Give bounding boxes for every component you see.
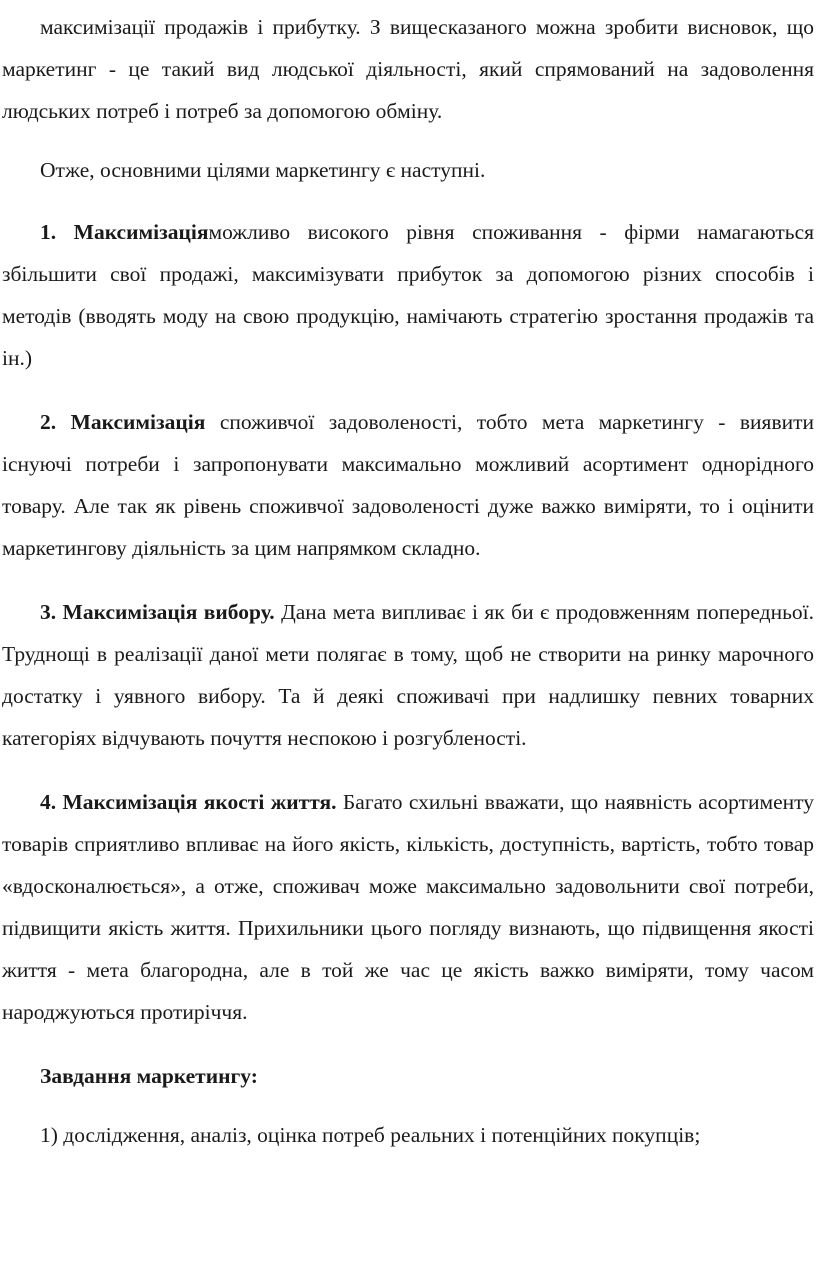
intro-paragraph: максимізації продажів і прибутку. З вищесказаного можна зробити висновок, що маркетинг - це такий вид людської діяльності, який спрямований на задоволення людських потреб і потреб за допомогою обміну. [2, 15, 814, 123]
goal-2-title: 2. Максимізація [40, 410, 206, 434]
task-1-paragraph: 1) дослідження, аналіз, оцінка потреб реальних і потенційних покупців; [40, 1123, 701, 1147]
goal-1-text: можливо високого рівня споживання - фірми намагаються збільшити свої продажі, максимізувати прибуток за допомогою різних способів і методів (вводять моду на свою продукцію, намічають стратегію зростання продажів та ін.) [2, 220, 814, 370]
goal-2-text: споживчої задоволеності, тобто мета маркетингу - виявити існуючі потреби і запропонувати максимально можливий асортимент однорідного товару. Але так як рівень споживчої задоволеності дуже важко виміряти, то і оцінити маркетингову діяльність за цим напрямком складно. [2, 410, 815, 560]
goal-4-text: Багато схильні вважати, що наявність асортименту товарів сприятливо впливає на його якість, кількість, доступність, вартість, тобто товар «вдосконалюється», а отже, споживач може максимально задовольнити свої потреби, підвищити якість життя. Прихильники цього погляду визнають, що підвищення якості життя - мета благородна, але в той же час це якість важко виміряти, тому часом народжуються протиріччя. [2, 790, 814, 1024]
goal-4-paragraph [2, 781, 814, 1033]
goal-1-paragraph [2, 211, 814, 379]
goal-4-title: 4. Максимізація якості життя. [40, 790, 337, 814]
goals-intro-paragraph: Отже, основними цілями маркетингу є наступні. [40, 158, 486, 182]
goal-3-paragraph [2, 591, 814, 759]
goal-1-title: 1. Максимізація [40, 220, 209, 244]
goal-3-text: Дана мета випливає і як би є продовженням попередньої. Труднощі в реалізації даної мети полягає в тому, щоб не створити на ринку марочного достатку і уявного вибору. Та й деякі споживачі при надлишку певних товарних категоріях відчувають почуття неспокою і розгубленості. [2, 600, 814, 750]
goal-2-paragraph [2, 401, 814, 569]
tasks-heading: Завдання маркетингу: [40, 1064, 258, 1088]
tasks-heading-paragraph [2, 1055, 814, 1097]
goal-3-title: 3. Максимізація вибору. [40, 600, 275, 624]
